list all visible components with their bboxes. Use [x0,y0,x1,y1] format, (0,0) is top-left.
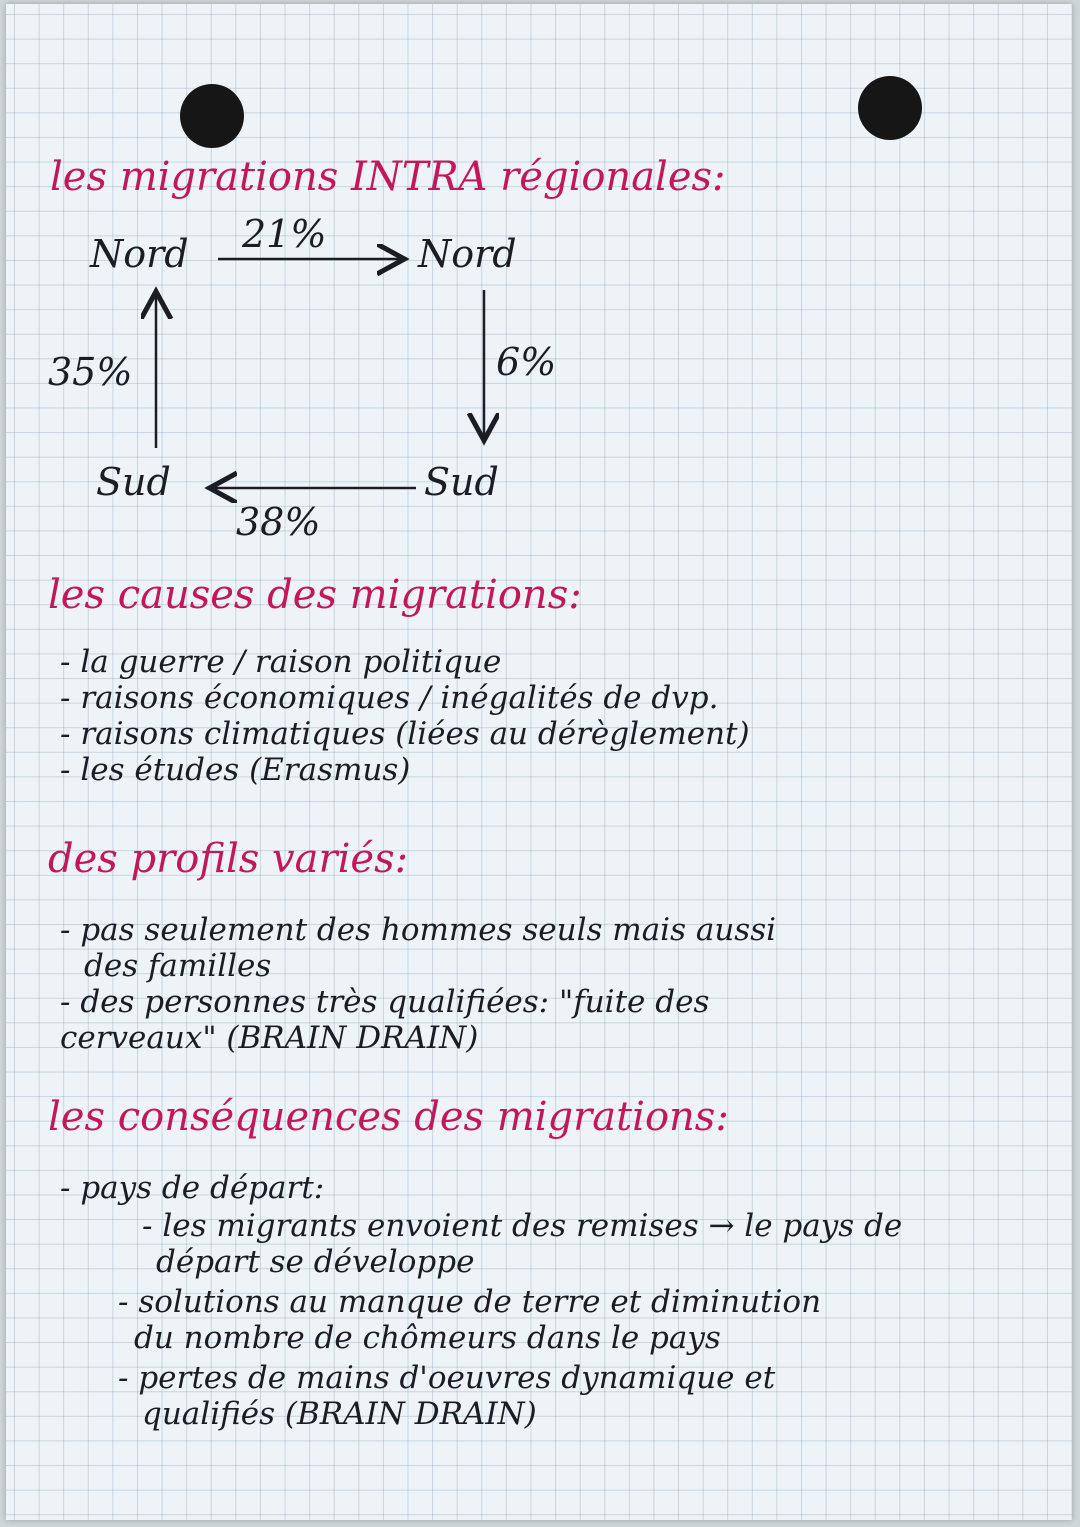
list-item: - solutions au manque de terre et diminution [118,1284,822,1320]
consequences-heading: les conséquences des migrations: [48,1094,729,1140]
label-sud-sud: 38% [236,500,321,544]
list-item: - raisons économiques / inégalités de dvp. [60,680,719,716]
node-nord-right: Nord [418,232,517,276]
list-item: - pertes de mains d'oeuvres dynamique et [118,1360,776,1396]
list-item: - les migrants envoient des remises → le pays de [142,1208,903,1244]
label-nord-sud: 6% [496,340,557,384]
list-item: - la guerre / raison politique [60,644,502,680]
notebook-page [6,4,1072,1520]
list-item: cerveaux" (BRAIN DRAIN) [60,1020,479,1056]
list-item: - les études (Erasmus) [60,752,411,788]
label-sud-nord: 35% [48,350,133,394]
list-item: qualifiés (BRAIN DRAIN) [142,1396,537,1432]
causes-heading: les causes des migrations: [48,572,582,618]
node-nord-left: Nord [90,232,189,276]
node-sud-left: Sud [96,460,171,504]
list-item: - pas seulement des hommes seuls mais aussi [60,912,777,948]
list-item: - des personnes très qualifiées: "fuite des [60,984,710,1020]
profils-heading: des profils variés: [48,836,409,882]
list-item: - pays de départ: [60,1170,325,1206]
label-nord-nord: 21% [242,212,327,256]
page-title: les migrations INTRA régionales: [50,154,726,200]
list-item: départ se développe [156,1244,475,1280]
list-item: du nombre de chômeurs dans le pays [134,1320,721,1356]
node-sud-right: Sud [424,460,499,504]
list-item: des familles [84,948,272,984]
list-item: - raisons climatiques (liées au dérèglement) [60,716,750,752]
